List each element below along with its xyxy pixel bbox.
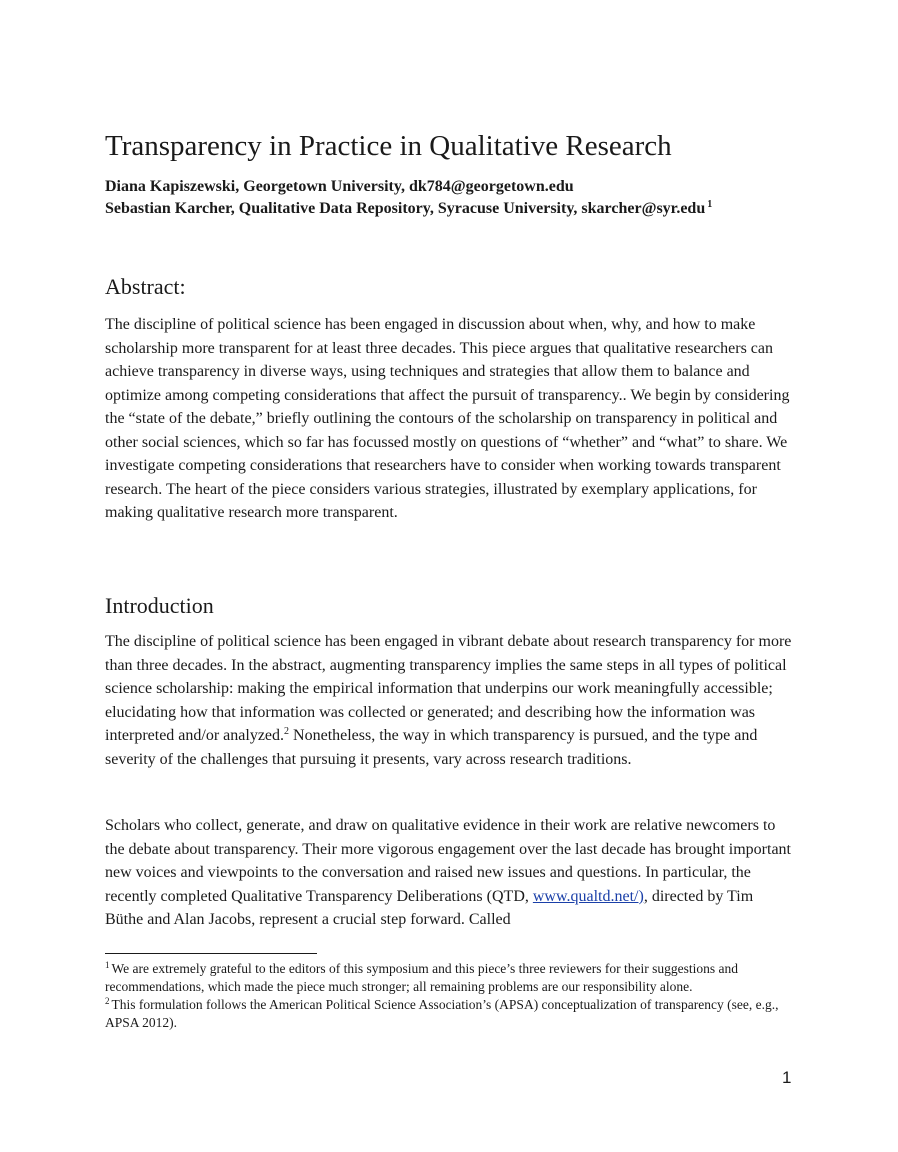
intro-paragraph-1: [105, 630, 795, 771]
footnote-divider: [105, 953, 317, 954]
intro-p2-text: Scholars who collect, generate, and draw on qualitative evidence in their work are relative newcomers to the debate about transparency. Their more vigorous engagement over the last decade has brought important new voices and viewpoints to the conversation and raised new issues and questions. In particular, the recently completed Qualitative Transparency Deliberations (QTD,: [105, 817, 791, 905]
introduction-heading: Introduction: [105, 593, 214, 618]
abstract-heading: Abstract:: [105, 274, 186, 299]
footnote-1-text: We are extremely grateful to the editors of this symposium and this piece’s three reviewers for their suggestions and recommendations, which made the piece much stronger; all remaining problems are our responsibility alone.: [105, 961, 738, 994]
footnote-ref-1[interactable]: 1: [707, 199, 713, 210]
footnote-mark-1: 1: [105, 960, 110, 970]
footnote-ref-2[interactable]: 2: [284, 726, 290, 737]
abstract-text: The discipline of political science has been engaged in discussion about when, why, and how to make scholarship more transparent for at least three decades. This piece argues that qualitative researchers can achieve transparency in diverse ways, using techniques and strategies that allow them to balance and optimize among competing considerations that affect the pursuit of transparency.. We begin by considering the “state of the debate,” briefly outlining the contours of the scholarship on transparency in political and other social sciences, which so far has focussed mostly on questions of “whether” and “what” to share. We investigate competing considerations that researchers have to consider when working towards transparent research. The heart of the piece considers various strategies, illustrated by exemplary applications, for making qualitative research more transparent.: [105, 316, 790, 521]
author-1: Diana Kapiszewski, Georgetown University, dk784@georgetown.edu: [105, 178, 574, 195]
footnote-2: [105, 996, 795, 1032]
qualtd-link[interactable]: www.qualtd.net/): [532, 887, 644, 905]
footnote-1: [105, 960, 795, 996]
footnote-2-text: This formulation follows the American Political Science Association’s (APSA) conceptualization of transparency (see, e.g., APSA 2012).: [105, 997, 779, 1030]
author-line-1: [105, 176, 574, 198]
intro-paragraph-2: [105, 814, 795, 932]
author-line-2: [105, 198, 712, 220]
footnotes: [105, 960, 795, 1032]
footnote-mark-2: 2: [105, 996, 110, 1006]
intro-p1-continued: Nonetheless, the way in which transparency is pursued, and the type and severity of the challenges that pursuing it presents, vary across research traditions.: [105, 727, 758, 768]
author-2: Sebastian Karcher, Qualitative Data Repository, Syracuse University, skarcher@syr.edu: [105, 200, 706, 217]
intro-p1-text: The discipline of political science has been engaged in vibrant debate about research transparency for more than three decades. In the abstract, augmenting transparency implies the same steps in all types of political science scholarship: making the empirical information that underpins our work meaningfully accessible; elucidating how that information was collected or generated; and describing how the information was interpreted and/or analyzed.: [105, 633, 792, 744]
page-number: 1: [782, 1068, 792, 1087]
paper-title: Transparency in Practice in Qualitative Research: [105, 130, 672, 162]
intro-p2-continued: , directed by Tim Büthe and Alan Jacobs, represent a crucial step forward. Called: [105, 887, 754, 928]
